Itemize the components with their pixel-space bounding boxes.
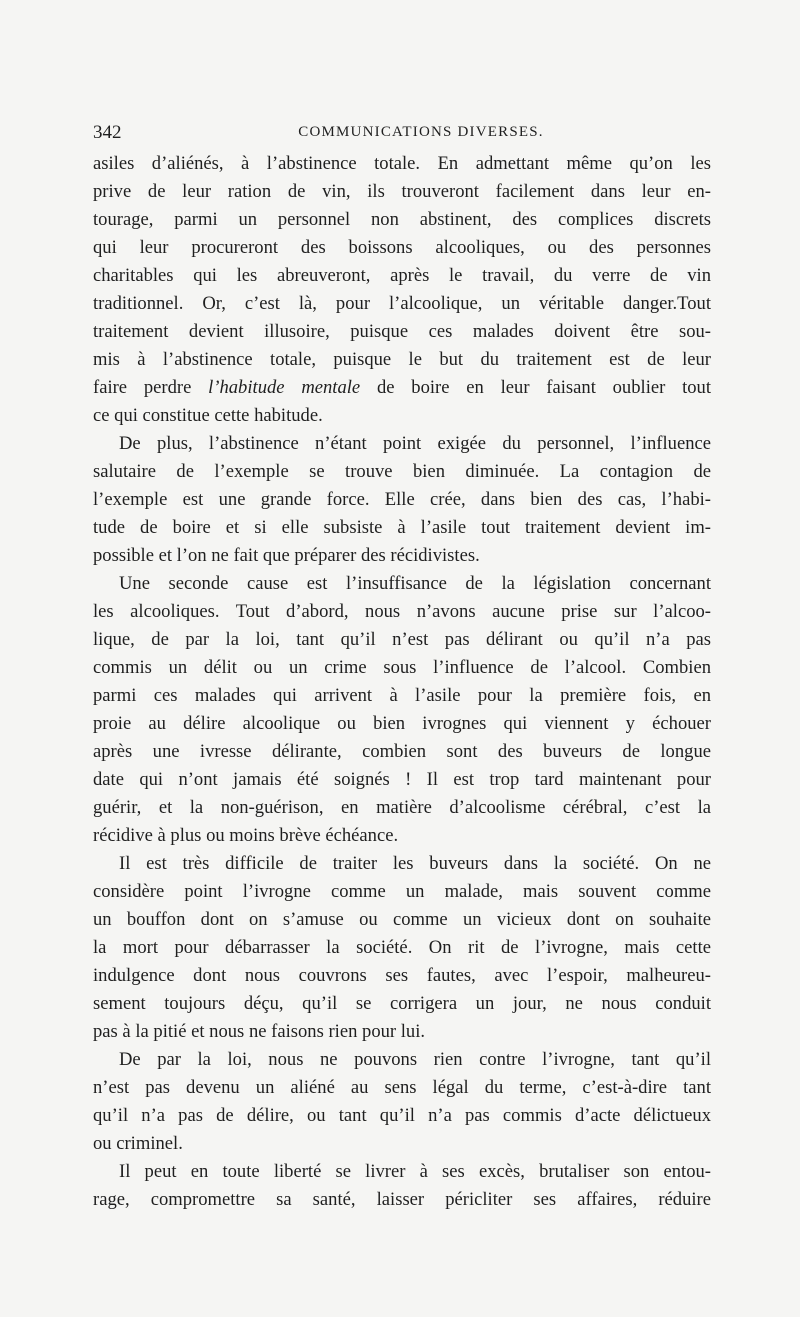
text-line: ce qui constitue cette habitude. [93, 405, 323, 426]
text-line: Une seconde cause est l’insuffisance de la législation concernant [119, 573, 711, 594]
text-line: De par la loi, nous ne pouvons rien contre l’ivrogne, tant qu’il [119, 1049, 711, 1070]
running-title: COMMUNICATIONS DIVERSES. [298, 124, 544, 140]
body-text [93, 150, 711, 1214]
text-line: qui leur procureront des boissons alcooliques, ou des personnes [93, 237, 711, 258]
text-line: un bouffon dont on s’amuse ou comme un vicieux dont on souhaite [93, 909, 711, 930]
text-line: Il est très difficile de traiter les buveurs dans la société. On ne [119, 853, 711, 874]
text-line: salutaire de l’exemple se trouve bien diminuée. La contagion de [93, 461, 711, 482]
text-line: rage, compromettre sa santé, laisser péricliter ses affaires, réduire [93, 1189, 711, 1210]
text-line: ou criminel. [93, 1133, 183, 1154]
text-line: pas à la pitié et nous ne faisons rien pour lui. [93, 1021, 426, 1042]
text-segment: de boire en leur faisant oublier tout [360, 377, 712, 398]
running-head [93, 122, 711, 146]
text-line: n’est pas devenu un aliéné au sens légal du terme, c’est-à-dire tant [93, 1077, 711, 1098]
text-line: sement toujours déçu, qu’il se corrigera un jour, ne nous conduit [93, 993, 711, 1014]
text-line: lique, de par la loi, tant qu’il n’est pas délirant ou qu’il n’a pas [93, 629, 711, 650]
text-line: traitement devient illusoire, puisque ces malades doivent être sou- [93, 321, 711, 342]
text-line: tude de boire et si elle subsiste à l’asile tout traitement devient im- [93, 517, 711, 538]
text-line: qu’il n’a pas de délire, ou tant qu’il n’a pas commis d’acte délictueux [93, 1105, 711, 1126]
text-line: mis à l’abstinence totale, puisque le but du traitement est de leur [93, 349, 711, 370]
text-line: traditionnel. Or, c’est là, pour l’alcoolique, un véritable danger.Tout [93, 293, 711, 314]
text-line: après une ivresse délirante, combien sont des buveurs de longue [93, 741, 711, 762]
text-line: De plus, l’abstinence n’étant point exigée du personnel, l’influence [119, 433, 711, 454]
text-line: tourage, parmi un personnel non abstinent, des complices discrets [93, 209, 711, 230]
text-line: date qui n’ont jamais été soignés ! Il est trop tard maintenant pour [93, 769, 711, 790]
text-line: les alcooliques. Tout d’abord, nous n’avons aucune prise sur l’alcoo- [93, 601, 711, 622]
page-number: 342 [93, 122, 122, 143]
text-segment: faire perdre [93, 377, 209, 398]
text-line: la mort pour débarrasser la société. On rit de l’ivrogne, mais cette [93, 937, 711, 958]
text-line: possible et l’on ne fait que préparer des récidivistes. [93, 545, 480, 566]
text-line: charitables qui les abreuveront, après le travail, du verre de vin [93, 265, 711, 286]
text-line: proie au délire alcoolique ou bien ivrognes qui viennent y échouer [93, 713, 711, 734]
text-line: guérir, et la non-guérison, en matière d’alcoolisme cérébral, c’est la [93, 797, 711, 818]
text-line: commis un délit ou un crime sous l’influence de l’alcool. Combien [93, 657, 711, 678]
text-line [93, 374, 711, 402]
text-line: Il peut en toute liberté se livrer à ses excès, brutaliser son entou- [119, 1161, 711, 1182]
text-line: parmi ces malades qui arrivent à l’asile pour la première fois, en [93, 685, 711, 706]
italic-phrase: l’habitude mentale [208, 377, 361, 398]
text-line: indulgence dont nous couvrons ses fautes, avec l’espoir, malheureu- [93, 965, 711, 986]
text-line: récidive à plus ou moins brève échéance. [93, 825, 399, 846]
text-line: considère point l’ivrogne comme un malade, mais souvent comme [93, 881, 711, 902]
text-line: asiles d’aliénés, à l’abstinence totale. En admettant même qu’on les [93, 153, 711, 174]
text-line: l’exemple est une grande force. Elle crée, dans bien des cas, l’habi- [93, 489, 711, 510]
text-line: prive de leur ration de vin, ils trouveront facilement dans leur en- [93, 181, 711, 202]
